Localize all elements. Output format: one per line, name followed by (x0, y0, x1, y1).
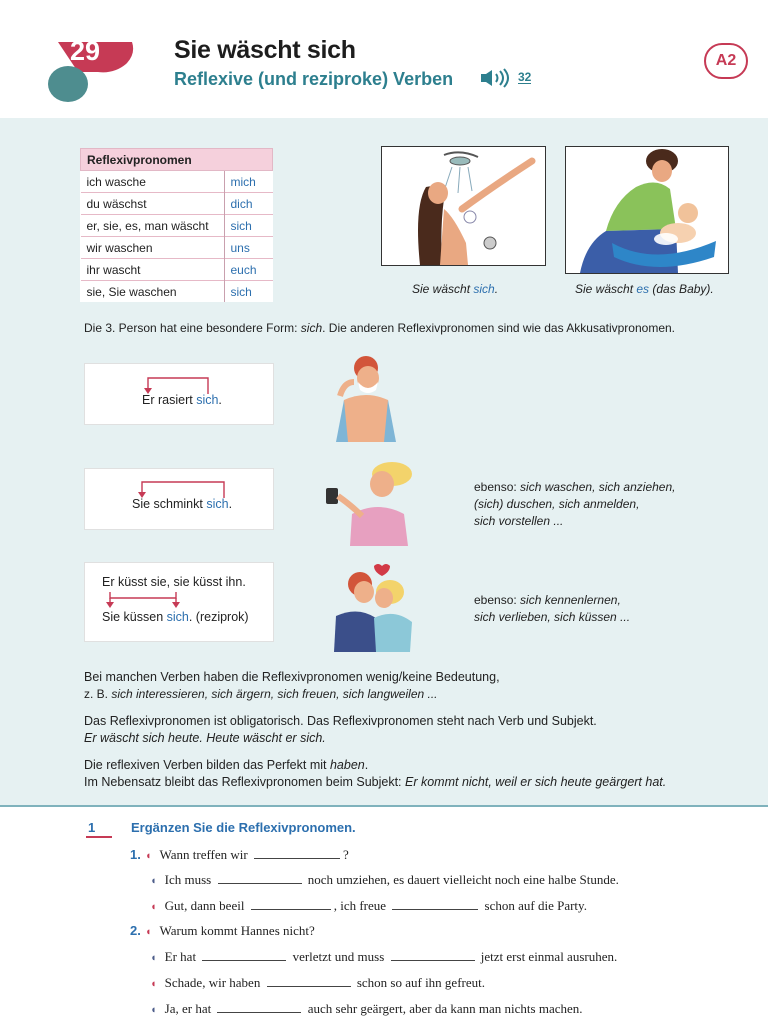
paragraph-italic: Er wäscht sich heute. Heute wäscht er sich. (84, 731, 326, 745)
page-title: Sie wäscht sich (174, 36, 356, 64)
baby-bath-illustration (565, 146, 729, 274)
line-text: noch umziehen, es dauert vielleicht noch eine halbe Stunde. (304, 872, 619, 887)
answer-blank[interactable] (267, 974, 351, 987)
answer-blank[interactable] (392, 897, 478, 910)
paragraph-text: Im Nebensatz bleibt das Reflexivpronomen beim Subjekt: (84, 775, 405, 789)
caption-baby (575, 282, 714, 296)
audio-track-number[interactable]: 32 (518, 70, 532, 84)
paragraph-meaning (84, 669, 500, 703)
speaker-b-icon: ◖ (150, 952, 157, 964)
reciprocal-arrow (106, 590, 182, 610)
table-cell-pronoun: dich (224, 193, 273, 215)
example-suffix: . (218, 393, 222, 407)
speaker-a-icon: ◖ (144, 926, 152, 938)
paragraph-text: Bei manchen Verben haben die Reflexivpronomen wenig/keine Bedeutung, (84, 670, 500, 684)
table-cell-pronoun: mich (224, 171, 273, 193)
page-subtitle: Reflexive (und reziproke) Verben (174, 69, 454, 89)
caption-highlight: es (636, 282, 650, 296)
caption-highlight: sich (473, 282, 495, 296)
example-text: Er rasiert (142, 393, 197, 407)
exercise-line (146, 974, 485, 991)
example-suffix: . (reziprok) (188, 610, 249, 624)
line-text: Schade, wir haben (164, 975, 264, 990)
answer-blank[interactable] (217, 1000, 301, 1013)
ebenso-line: (sich) duschen, sich anmelden, (474, 497, 640, 511)
table-cell-pronoun: sich (224, 215, 273, 237)
line-text: Ich muss (164, 872, 215, 887)
note-text-end: . Die anderen Reflexivpronomen sind wie das Akkusativpronomen. (322, 321, 675, 335)
exercise-number: 1 (88, 820, 96, 835)
example-highlight: sich (206, 497, 229, 511)
table-cell-pronoun: uns (224, 237, 273, 259)
line-text: schon auf die Party. (481, 898, 587, 913)
line-text: schon so auf ihn gefreut. (353, 975, 485, 990)
example-suffix: . (228, 497, 233, 511)
speaker-a-icon: ◖ (150, 901, 157, 913)
exercise-line (146, 897, 587, 914)
table-cell-verb: ihr wascht (81, 259, 225, 281)
ebenso-label: ebenso: (474, 593, 521, 607)
line-text: Gut, dann beeil (164, 898, 248, 913)
shaving-man-illustration (326, 352, 406, 442)
table-cell-verb: ich wasche (81, 171, 225, 193)
ebenso-line: sich kennenlernen, (520, 593, 621, 607)
paragraph-italic: Er kommt nicht, weil er sich heute geärgert hat. (405, 775, 667, 789)
ebenso-line: sich waschen, sich anziehen, (520, 480, 676, 494)
example-highlight: sich (196, 393, 219, 407)
ebenso-list-2 (474, 592, 630, 626)
ebenso-list-1 (474, 479, 675, 530)
table-row (81, 237, 273, 259)
example-kuessen (102, 610, 249, 624)
paragraph-text: z. B. (84, 687, 112, 701)
line-text: auch sehr geärgert, aber da kann man nichts machen. (304, 1001, 583, 1016)
table-row (81, 281, 273, 303)
speaker-b-icon: ◖ (150, 1004, 157, 1016)
example-schminkt (132, 497, 232, 511)
speaker-a-icon: ◖ (144, 850, 152, 862)
line-text: ? (342, 847, 349, 862)
reflexive-pronoun-table (80, 148, 273, 302)
exercise-number-underline (86, 836, 112, 838)
answer-blank[interactable] (391, 948, 475, 961)
speaker-a-icon: ◖ (150, 978, 157, 990)
example-text: Sie schminkt (132, 497, 207, 511)
caption-shower (412, 282, 498, 296)
example-rasiert (142, 393, 222, 407)
exercise-line (130, 846, 349, 863)
table-cell-pronoun: euch (224, 259, 273, 281)
third-person-note (84, 321, 675, 335)
chapter-number: 29 (70, 36, 101, 66)
item-number: 2. (130, 923, 141, 938)
section-divider (0, 805, 768, 807)
paragraph-obligatory (84, 713, 597, 747)
line-text: Wann treffen wir (159, 847, 251, 862)
shower-illustration (381, 146, 546, 266)
answer-blank[interactable] (251, 897, 331, 910)
ebenso-label: ebenso: (474, 480, 521, 494)
answer-blank[interactable] (254, 846, 340, 859)
paragraph-perfekt (84, 757, 666, 791)
table-header: Reflexivpronomen (81, 149, 273, 171)
line-text: Er hat (164, 949, 200, 964)
table-cell-verb: wir waschen (81, 237, 225, 259)
line-text: Warum kommt Hannes nicht? (159, 923, 315, 938)
caption-text: Sie wäscht (412, 282, 474, 296)
answer-blank[interactable] (218, 871, 302, 884)
line-text: verletzt und muss (289, 949, 388, 964)
table-row (81, 259, 273, 281)
makeup-woman-illustration (322, 454, 418, 546)
table-cell-verb: du wäschst (81, 193, 225, 215)
table-row (81, 193, 273, 215)
kissing-couple-illustration (330, 562, 416, 652)
example-kuesst: Er küsst sie, sie küsst ihn. (102, 575, 246, 589)
paragraph-italic: sich interessieren, sich ärgern, sich freuen, sich langweilen ... (111, 687, 438, 701)
caption-suffix: (das Baby). (649, 282, 714, 296)
line-text: , ich freue (333, 898, 390, 913)
example-highlight: sich (166, 610, 189, 624)
table-cell-verb: er, sie, es, man wäscht (81, 215, 225, 237)
ebenso-line: sich vorstellen ... (474, 514, 564, 528)
exercise-line (146, 1000, 583, 1017)
speaker-b-icon: ◖ (150, 875, 157, 887)
table-cell-verb: sie, Sie waschen (81, 281, 225, 303)
paragraph-text: . (364, 758, 369, 772)
note-text: Die 3. Person hat eine besondere Form: (84, 321, 301, 335)
answer-blank[interactable] (202, 948, 286, 961)
line-text: Ja, er hat (164, 1001, 215, 1016)
caption-suffix: . (494, 282, 499, 296)
table-row (81, 171, 273, 193)
example-text: Sie küssen (102, 610, 167, 624)
note-italic: sich (300, 321, 323, 335)
paragraph-italic: haben (329, 758, 365, 772)
paragraph-text: Das Reflexivpronomen ist obligatorisch. Das Reflexivpronomen steht nach Verb und Subjekt. (84, 714, 597, 728)
table-cell-pronoun: sich (224, 281, 273, 303)
ebenso-line: sich verlieben, sich küssen ... (474, 610, 631, 624)
table-row (81, 215, 273, 237)
audio-speaker-icon[interactable] (480, 68, 514, 88)
level-badge: A2 (704, 43, 748, 79)
item-number: 1. (130, 847, 141, 862)
paragraph-text: Die reflexiven Verben bilden das Perfekt mit (84, 758, 330, 772)
exercise-line (146, 871, 619, 888)
exercise-line (130, 923, 315, 939)
line-text: jetzt erst einmal ausruhen. (477, 949, 618, 964)
exercise-instruction: Ergänzen Sie die Reflexivpronomen. (131, 820, 356, 835)
caption-text: Sie wäscht (575, 282, 637, 296)
exercise-line (146, 948, 617, 965)
